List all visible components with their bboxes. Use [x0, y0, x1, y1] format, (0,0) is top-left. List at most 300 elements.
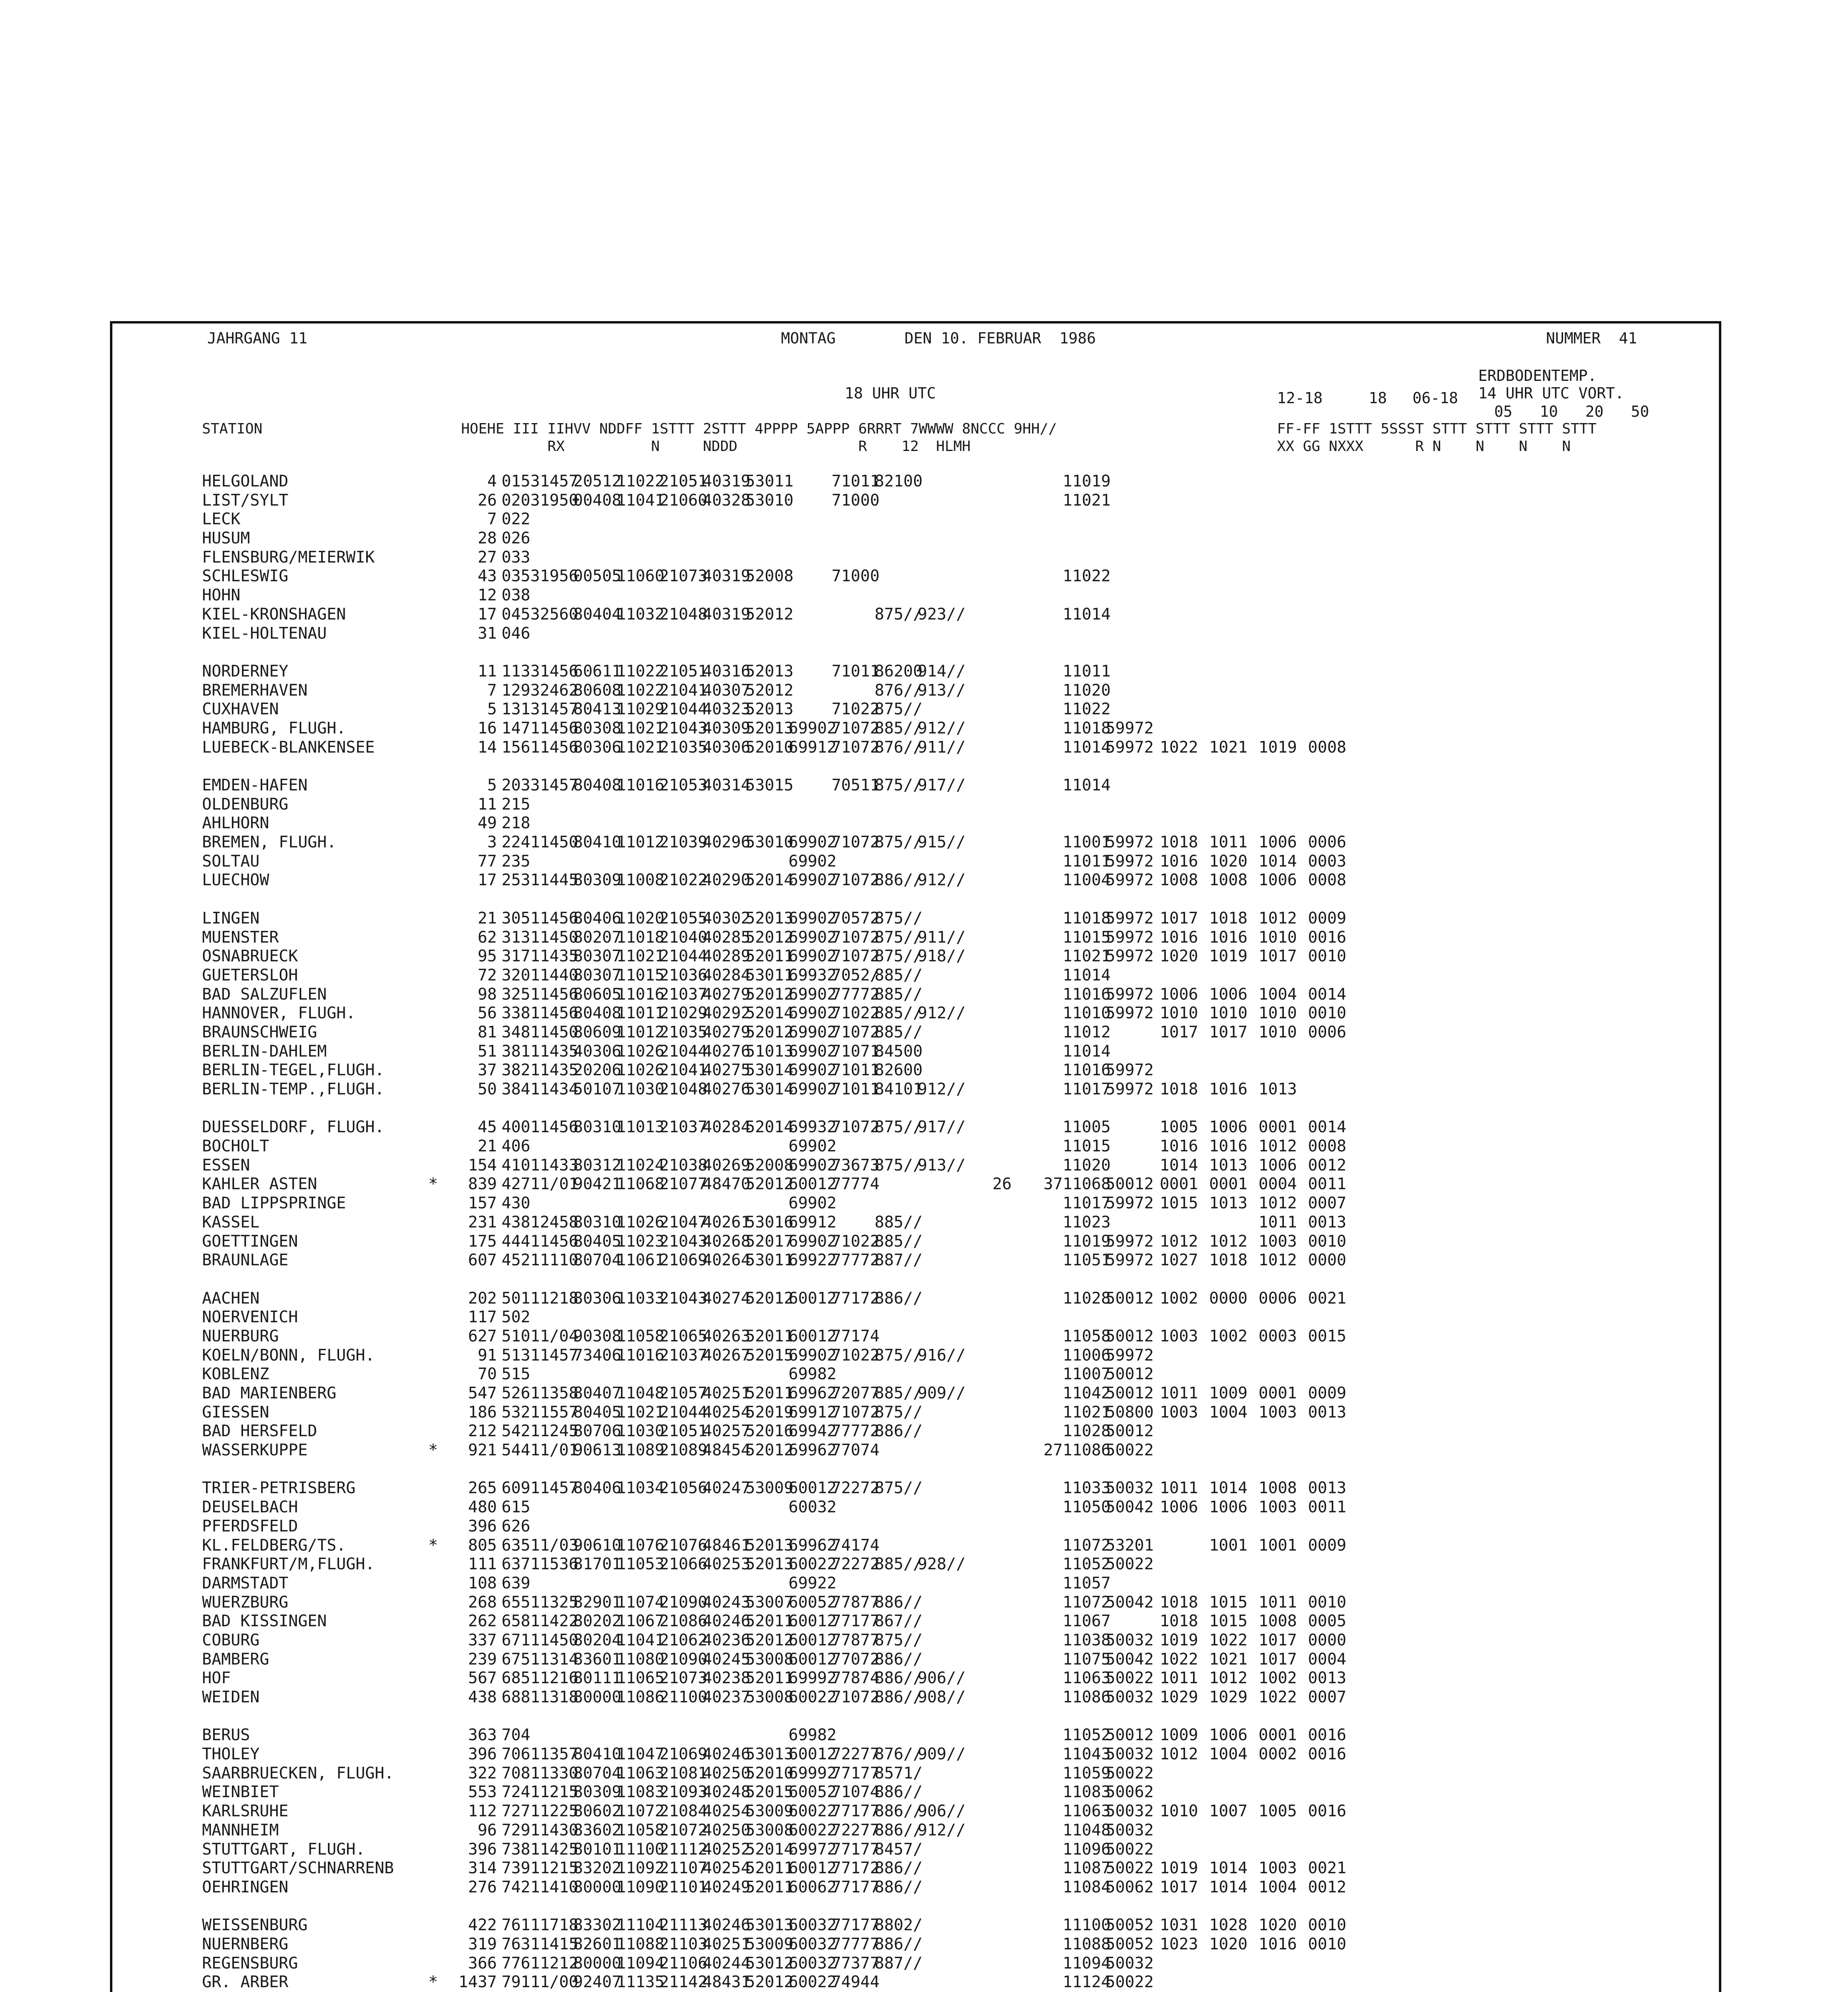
cell-7wwww: 71072: [832, 1118, 880, 1137]
table-row: [202, 1878, 1346, 1897]
cell-2sttt: [659, 1574, 702, 1593]
cell-5ssst: 50012: [1106, 1384, 1154, 1402]
cell-ff-xx: [961, 1498, 1012, 1517]
cell-hoehe: 547: [468, 1384, 497, 1402]
cell-soil-20: 1002: [1258, 1669, 1297, 1688]
cell-1sttt-18: 11096: [1063, 1840, 1111, 1859]
cell-bergstation-mark: [428, 1346, 456, 1365]
cell-ff-gg: [1012, 719, 1063, 738]
cell-iihvv: 11456: [530, 719, 579, 737]
cell-5ssst: 50022: [1106, 1973, 1154, 1992]
cell-4pppp: 40250: [702, 1821, 751, 1839]
cell-ff-xx: [961, 1156, 1012, 1175]
cell-iihvv: 32462: [530, 681, 579, 700]
cell-station: BOCHOLT: [202, 1137, 269, 1156]
cell-soil-50: [1297, 1840, 1346, 1859]
cell-8nccc: 885//: [875, 1384, 923, 1402]
cell-4pppp: 40238: [702, 1669, 751, 1688]
cell-soil-05: [1149, 662, 1198, 681]
cell-1sttt-18: 11016: [1063, 985, 1111, 1004]
cell-bergstation-mark: [428, 1935, 456, 1954]
cell-1sttt: 11021: [616, 947, 665, 966]
cell-9hh: 912//: [918, 719, 966, 737]
cell-bergstation-mark: [428, 624, 456, 643]
cell-1sttt: 11104: [616, 1916, 665, 1935]
cell-soil-50: 0007: [1308, 1688, 1346, 1706]
cell-iii: 033: [501, 548, 530, 567]
cell-ff-xx: [961, 1346, 1012, 1365]
cell-station: KOELN/BONN, FLUGH.: [202, 1346, 375, 1365]
cell-1sttt: 11041: [616, 1631, 665, 1649]
cell-9hh: 923//: [918, 605, 966, 623]
cell-1sttt: [616, 1137, 659, 1156]
cell-soil-10: 1006: [1209, 1726, 1248, 1745]
cell-5ssst: 50022: [1106, 1555, 1154, 1574]
cell-1sttt-18: 11011: [1063, 852, 1111, 871]
cell-9hh: [918, 510, 961, 529]
cell-iihvv: 11456: [530, 1004, 579, 1023]
cell-iihvv: [530, 586, 573, 605]
cell-5ssst: 50042: [1106, 1498, 1154, 1517]
cell-soil-10: [1198, 1840, 1248, 1859]
cell-4pppp: 40276: [702, 1080, 751, 1098]
cell-4pppp: [702, 814, 745, 833]
table-row: [202, 1612, 1346, 1631]
cell-nddff: 80410: [573, 1745, 622, 1764]
cell-soil-20: [1248, 567, 1297, 586]
cell-8nccc: 875//: [875, 605, 923, 623]
cell-soil-50: 0013: [1308, 1213, 1346, 1231]
cell-8nccc: 875//: [875, 1631, 923, 1649]
cell-9hh: [918, 1042, 961, 1061]
cell-2sttt: 21044: [659, 1042, 708, 1061]
cell-soil-50: [1297, 1555, 1346, 1574]
cell-ff-gg: [1012, 1669, 1063, 1688]
cell-soil-20: 1003: [1258, 1232, 1297, 1251]
cell-station: GR. ARBER: [202, 1973, 288, 1992]
cell-soil-50: 0009: [1308, 1536, 1346, 1555]
cell-6rrrt: 69922: [789, 1251, 837, 1270]
cell-soil-10: [1198, 624, 1248, 643]
cell-9hh: 912//: [918, 1080, 966, 1098]
cell-4pppp: [702, 1365, 745, 1384]
cell-station: DARMSTADT: [202, 1574, 288, 1592]
cell-nddff: 80307: [573, 966, 622, 984]
cell-5appp: 52013: [745, 909, 794, 927]
cell-7wwww: 71011: [832, 662, 880, 680]
cell-9hh: 911//: [918, 738, 966, 757]
cell-2sttt: [659, 1308, 702, 1327]
cell-ff-gg: [1012, 1802, 1063, 1821]
cell-soil-20: [1248, 1441, 1297, 1460]
cell-5appp: 52013: [745, 1555, 794, 1574]
cell-nddff: 90613: [573, 1441, 622, 1460]
cell-1sttt: 11016: [616, 776, 665, 794]
cell-soil-10: 1022: [1209, 1631, 1248, 1649]
cell-soil-05: [1149, 1783, 1198, 1802]
cell-6rrrt: 60022: [789, 1973, 837, 1992]
cell-9hh: [918, 985, 961, 1004]
cell-2sttt: 21060: [659, 491, 708, 510]
cell-7wwww: 71011: [832, 1080, 880, 1098]
cell-8nccc: 886//: [875, 871, 923, 890]
cell-7wwww: 77072: [832, 1650, 880, 1668]
cell-7wwww: 77877: [832, 1631, 880, 1649]
cell-soil-10: 1020: [1209, 852, 1248, 871]
cell-8nccc: 885//: [875, 1232, 923, 1251]
cell-5appp: [745, 624, 789, 643]
cell-ff-xx: [961, 510, 1012, 529]
cell-hoehe: 805: [468, 1536, 497, 1555]
cell-iii: 400: [501, 1118, 530, 1137]
cell-nddff: 80310: [573, 1118, 622, 1137]
cell-9hh: [918, 700, 961, 719]
table-row: [202, 1555, 1346, 1574]
cell-soil-20: [1248, 548, 1297, 567]
cell-9hh: 909//: [918, 1384, 966, 1402]
cell-ff-gg: [1012, 1498, 1063, 1517]
cell-5appp: 52013: [745, 662, 794, 680]
cell-station: MANNHEIM: [202, 1821, 279, 1839]
cell-iii: 035: [501, 567, 530, 586]
cell-iii: 708: [501, 1764, 530, 1782]
cell-iihvv: [530, 1726, 573, 1745]
cell-2sttt: [659, 1517, 702, 1536]
cell-ff-gg: [1012, 700, 1063, 719]
cell-1sttt: [616, 529, 659, 548]
cell-9hh: 911//: [918, 928, 966, 947]
cell-2sttt: [659, 624, 702, 643]
cell-4pppp: 48461: [702, 1536, 751, 1555]
cell-2sttt: 21047: [659, 1213, 708, 1231]
cell-iihvv: 11457: [530, 1346, 579, 1365]
cell-soil-10: 1018: [1209, 909, 1248, 927]
cell-4pppp: 48470: [702, 1175, 751, 1194]
table-row: [202, 529, 1346, 548]
cell-8nccc: 875//: [875, 700, 923, 719]
cell-1sttt: 11090: [616, 1878, 665, 1896]
cell-ff-gg: [1012, 1650, 1063, 1669]
cell-iii: 671: [501, 1631, 530, 1649]
cell-soil-10: [1198, 1764, 1248, 1783]
cell-soil-50: 0011: [1308, 1175, 1346, 1194]
cell-ff-gg: [1012, 510, 1063, 529]
cell-soil-10: [1198, 1574, 1248, 1593]
cell-6rrrt: 69902: [789, 909, 837, 927]
group-spacer: [202, 643, 1346, 662]
cell-soil-05: 1018: [1159, 1612, 1198, 1631]
cell-2sttt: 21055: [659, 909, 708, 927]
cell-5ssst: 50012: [1106, 1365, 1154, 1384]
cell-5ssst: [1106, 529, 1149, 548]
cell-soil-05: [1149, 567, 1198, 586]
cell-9hh: [918, 1232, 961, 1251]
cell-soil-05: 1019: [1159, 1859, 1198, 1878]
cell-soil-05: [1149, 1764, 1198, 1783]
cell-nddff: 80310: [573, 1213, 622, 1231]
cell-bergstation-mark: [428, 1194, 456, 1213]
cell-bergstation-mark: [428, 510, 456, 529]
cell-1sttt: 11053: [616, 1555, 665, 1574]
cell-4pppp: 40253: [702, 1555, 751, 1574]
cell-hoehe: 70: [477, 1365, 497, 1384]
cell-soil-50: 0007: [1308, 1194, 1346, 1213]
cell-4pppp: 40249: [702, 1878, 751, 1896]
cell-8nccc: [875, 1365, 918, 1384]
cell-5ssst: 59972: [1106, 1194, 1154, 1213]
cell-4pppp: 40264: [702, 1251, 751, 1270]
cell-9hh: [918, 966, 961, 985]
table-row: [202, 852, 1346, 871]
cell-nddff: 80706: [573, 1422, 622, 1441]
cell-nddff: 80312: [573, 1156, 622, 1174]
table-row: [202, 624, 1346, 643]
column-header-right-1: FF-FF 1STTT 5SSST STTT STTT STTT STTT: [1277, 421, 1597, 437]
cell-soil-20: [1248, 1840, 1297, 1859]
cell-station: OSNABRUECK: [202, 947, 298, 966]
cell-5ssst: 59972: [1106, 833, 1154, 852]
cell-ff-xx: [961, 1042, 1012, 1061]
cell-bergstation-mark: [428, 1289, 456, 1308]
cell-2sttt: [659, 548, 702, 567]
cell-8nccc: [875, 624, 918, 643]
cell-2sttt: 21093: [659, 1783, 708, 1802]
cell-soil-20: 1008: [1258, 1479, 1297, 1498]
cell-soil-10: [1198, 1346, 1248, 1365]
cell-bergstation-mark: [428, 1650, 456, 1669]
cell-9hh: [918, 1612, 961, 1631]
cell-8nccc: 886//: [875, 1688, 923, 1706]
cell-station: PFERDSFELD: [202, 1517, 298, 1535]
cell-soil-05: [1149, 1973, 1198, 1992]
cell-hoehe: 7: [487, 681, 497, 700]
cell-8nccc: 886//: [875, 1783, 923, 1802]
cell-4pppp: [702, 548, 745, 567]
cell-ff-gg: [1012, 1536, 1063, 1555]
cell-1sttt-18: 11021: [1063, 947, 1111, 966]
cell-soil-10: 1014: [1209, 1479, 1248, 1498]
cell-5ssst: 50800: [1106, 1403, 1154, 1421]
cell-soil-20: 1017: [1258, 947, 1297, 966]
cell-iihvv: 11330: [530, 1764, 579, 1782]
cell-soil-50: [1297, 1365, 1346, 1384]
col-18: 18: [1369, 389, 1387, 407]
cell-soil-10: [1198, 1213, 1248, 1232]
cell-1sttt-18: 11004: [1063, 871, 1111, 890]
cell-hoehe: 396: [468, 1745, 497, 1764]
table-row: [202, 928, 1346, 947]
cell-soil-10: [1198, 1555, 1248, 1574]
cell-7wwww: 77177: [832, 1840, 880, 1859]
cell-7wwww: [832, 795, 875, 814]
cell-soil-05: [1149, 472, 1198, 491]
cell-5appp: 52015: [745, 1783, 794, 1802]
table-row: [202, 1916, 1346, 1935]
cell-1sttt-18: 11014: [1063, 1042, 1111, 1061]
cell-bergstation-mark: [428, 1859, 456, 1878]
cell-station: BRAUNLAGE: [202, 1251, 288, 1270]
cell-soil-05: [1149, 681, 1198, 700]
cell-iihvv: 12458: [530, 1213, 579, 1231]
cell-ff-xx: [961, 529, 1012, 548]
cell-5ssst: 59972: [1106, 871, 1154, 890]
cell-6rrrt: 69962: [789, 1384, 837, 1402]
cell-soil-05: [1149, 1517, 1198, 1536]
cell-hoehe: 231: [468, 1213, 497, 1231]
cell-ff-xx: [961, 776, 1012, 795]
table-row: [202, 1726, 1346, 1745]
cell-7wwww: [832, 605, 875, 624]
table-row: [202, 1422, 1346, 1441]
cell-bergstation-mark: [428, 1783, 456, 1802]
cell-nddff: 80413: [573, 700, 622, 719]
cell-1sttt: 11030: [616, 1080, 665, 1098]
cell-5ssst: 59972: [1106, 1251, 1154, 1270]
cell-soil-50: [1297, 529, 1346, 548]
table-row: [202, 1194, 1346, 1213]
cell-soil-50: [1297, 1042, 1346, 1061]
cell-1sttt: 11060: [616, 567, 665, 586]
cell-bergstation-mark: [428, 1156, 456, 1175]
cell-9hh: [918, 1593, 961, 1612]
cell-station: OLDENBURG: [202, 795, 288, 814]
cell-7wwww: [832, 586, 875, 605]
cell-8nccc: 876//: [875, 738, 923, 757]
cell-9hh: [918, 1498, 961, 1517]
cell-7wwww: 71072: [832, 871, 880, 890]
cell-bergstation-mark: [428, 548, 456, 567]
cell-5ssst: 50052: [1106, 1916, 1154, 1935]
cell-ff-gg: [1012, 1137, 1063, 1156]
cell-soil-20: 1010: [1258, 1023, 1297, 1041]
cell-ff-gg: [1012, 814, 1063, 833]
cell-2sttt: 21035: [659, 1023, 708, 1041]
cell-1sttt: 11021: [616, 719, 665, 737]
cell-ff-xx: [961, 1061, 1012, 1080]
cell-1sttt: [616, 510, 659, 529]
cell-2sttt: 21142: [659, 1973, 708, 1992]
cell-soil-10: [1198, 586, 1248, 605]
cell-station: BRAUNSCHWEIG: [202, 1023, 317, 1041]
cell-5ssst: [1106, 814, 1149, 833]
cell-8nccc: [875, 1536, 918, 1555]
cell-bergstation-mark: [428, 1802, 456, 1821]
cell-7wwww: [832, 1308, 875, 1327]
cell-1sttt: [616, 1498, 659, 1517]
cell-4pppp: 40290: [702, 871, 751, 890]
cell-4pppp: 48431: [702, 1973, 751, 1992]
cell-iii: 501: [501, 1289, 530, 1308]
cell-2sttt: 21062: [659, 1631, 708, 1649]
cell-1sttt-18: 11084: [1063, 1878, 1111, 1896]
cell-9hh: [918, 491, 961, 510]
cell-6rrrt: 60012: [789, 1650, 837, 1668]
cell-hoehe: 175: [468, 1232, 497, 1251]
cell-6rrrt: [789, 605, 832, 624]
cell-soil-50: [1297, 605, 1346, 624]
cell-1sttt-18: 11124: [1063, 1973, 1111, 1992]
cell-2sttt: 21035: [659, 738, 708, 757]
cell-6rrrt: [789, 1517, 832, 1536]
cell-soil-20: 0001: [1258, 1726, 1297, 1745]
cell-soil-05: 1012: [1159, 1745, 1198, 1764]
cell-8nccc: [875, 586, 918, 605]
cell-5ssst: [1106, 1213, 1149, 1232]
cell-soil-20: 1019: [1258, 738, 1297, 757]
cell-iii: 791: [501, 1973, 530, 1992]
cell-1sttt: 11072: [616, 1802, 665, 1821]
cell-soil-05: [1149, 624, 1198, 643]
cell-6rrrt: 69902: [789, 1023, 837, 1041]
cell-ff-xx: [961, 548, 1012, 567]
cell-5appp: 51013: [745, 1042, 794, 1061]
table-row: [202, 1137, 1346, 1156]
cell-iihvv: 11445: [530, 871, 579, 890]
cell-soil-50: [1297, 1517, 1346, 1536]
col-06-18: 06-18: [1412, 389, 1458, 407]
cell-9hh: 912//: [918, 1004, 966, 1023]
cell-ff-xx: [961, 472, 1012, 491]
cell-7wwww: 77177: [832, 1764, 880, 1782]
cell-iii: 639: [501, 1574, 530, 1592]
cell-ff-xx: [961, 1688, 1012, 1707]
cell-soil-20: [1248, 1422, 1297, 1441]
cell-ff-gg: [1012, 1631, 1063, 1650]
cell-1sttt-18: [1063, 624, 1106, 643]
cell-ff-xx: [961, 1555, 1012, 1574]
cell-ff-xx: [961, 1118, 1012, 1137]
cell-hoehe: 45: [477, 1118, 497, 1137]
cell-soil-20: [1248, 662, 1297, 681]
cell-iii: 381: [501, 1042, 530, 1061]
cell-soil-10: 1004: [1209, 1745, 1248, 1764]
cell-nddff: [573, 795, 616, 814]
cell-7wwww: [832, 681, 875, 700]
cell-iihvv: 11435: [530, 947, 579, 966]
cell-station: BAD KISSINGEN: [202, 1612, 327, 1631]
cell-2sttt: [659, 1498, 702, 1517]
cell-8nccc: [875, 1441, 918, 1460]
cell-bergstation-mark: [428, 681, 456, 700]
cell-soil-50: 0003: [1308, 852, 1346, 871]
cell-station: STUTTGART/SCHNARRENB: [202, 1859, 394, 1878]
cell-soil-20: 1017: [1258, 1650, 1297, 1668]
cell-5ssst: 50022: [1106, 1840, 1154, 1859]
table-row: [202, 510, 1346, 529]
cell-soil-50: [1297, 1422, 1346, 1441]
cell-1sttt: 11092: [616, 1859, 665, 1878]
cell-8nccc: 82100: [875, 472, 923, 490]
cell-iihvv: 11216: [530, 1669, 579, 1688]
cell-5appp: 53011: [745, 966, 794, 984]
cell-bergstation-mark: [428, 1004, 456, 1023]
cell-soil-05: 1008: [1159, 871, 1198, 890]
cell-iii: 444: [501, 1232, 530, 1251]
cell-9hh: [918, 1726, 961, 1745]
cell-ff-gg: [1012, 529, 1063, 548]
cell-soil-50: 0013: [1308, 1669, 1346, 1688]
cell-bergstation-mark: *: [428, 1175, 438, 1194]
cell-6rrrt: 69992: [789, 1669, 837, 1688]
cell-bergstation-mark: [428, 1517, 456, 1536]
cell-6rrrt: [789, 662, 832, 681]
cell-iihvv: 31456: [530, 662, 579, 680]
cell-station: BAD SALZUFLEN: [202, 985, 327, 1004]
cell-6rrrt: 69902: [789, 1004, 837, 1023]
cell-soil-05: 1022: [1159, 1650, 1198, 1668]
cell-7wwww: 71072: [832, 833, 880, 852]
cell-nddff: [573, 1498, 616, 1517]
